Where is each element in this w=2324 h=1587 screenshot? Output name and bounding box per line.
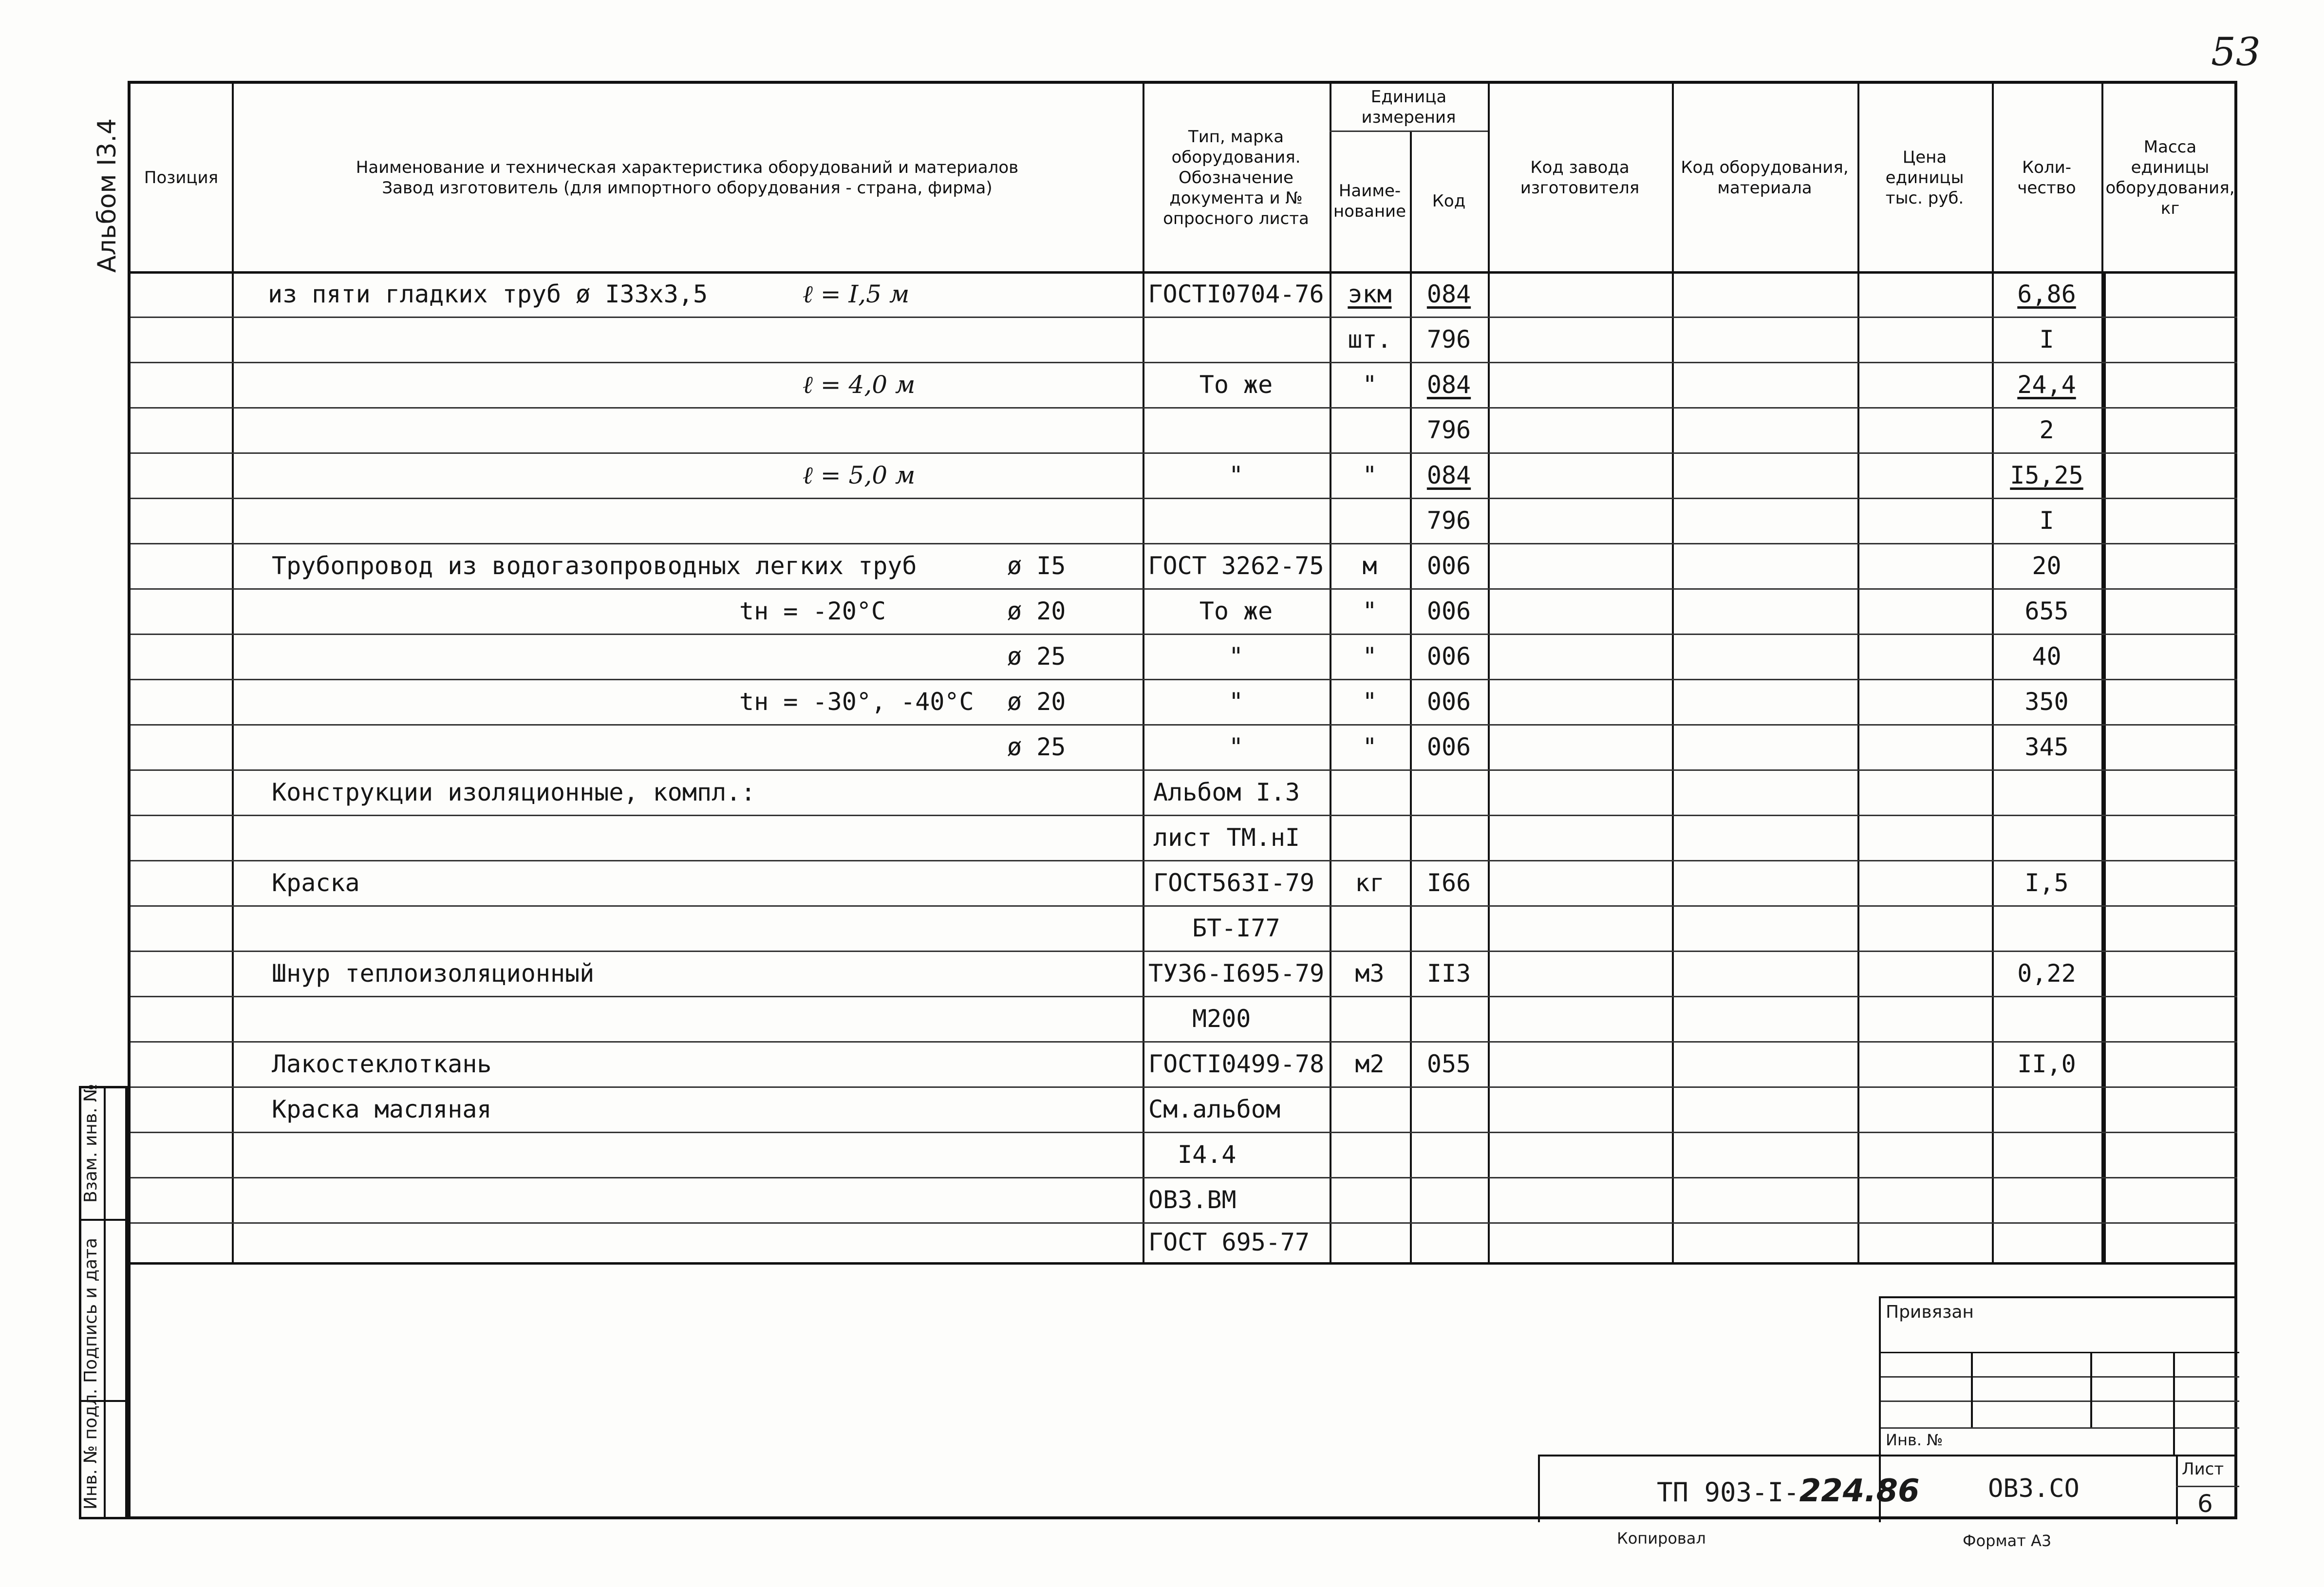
- side-stamp-podpis: Подпись и дата: [81, 1237, 101, 1383]
- album-label: Альбом I3.4: [93, 118, 122, 273]
- spec-sheet: [128, 81, 2237, 1519]
- row-name: из пяти гладких труб ø I33x3,5: [268, 280, 708, 308]
- privyazan-line: [1881, 1400, 2239, 1402]
- row-unit: ": [1362, 597, 1377, 625]
- row-type: Альбом I.3: [1153, 778, 1300, 806]
- row-line: [131, 996, 2237, 997]
- header-price: Цена единицы тыс. руб.: [1885, 147, 1964, 208]
- row-type: ОВЗ.ВМ: [1148, 1185, 1237, 1214]
- header-unit-name: Наиме- нование: [1333, 181, 1406, 221]
- row-qty: 655: [2024, 597, 2069, 625]
- row-type: ГОСТ 3262-75: [1148, 551, 1324, 580]
- doc-number: [1657, 1473, 1920, 1509]
- row-name-extra: ℓ = I,5 м: [803, 280, 910, 308]
- row-type: То же: [1199, 597, 1273, 625]
- row-type: ГОСТI0704-76: [1148, 280, 1324, 308]
- row-type: ГОСТ 695-77: [1148, 1228, 1310, 1256]
- privyazan-label: Привязан: [1886, 1302, 1974, 1322]
- privyazan-line: [1881, 1352, 2239, 1353]
- row-code: 006: [1426, 687, 1471, 716]
- row-qty: 0,22: [2017, 959, 2076, 988]
- row-code: 055: [1426, 1049, 1471, 1078]
- row-name: Трубопровод из водогазопроводных легких труб: [272, 551, 917, 580]
- privyazan-col: [2173, 1352, 2175, 1456]
- row-type: лист ТМ.нI: [1153, 823, 1300, 852]
- row-type: ГОСТI0499-78: [1148, 1049, 1325, 1078]
- doc-number-bold: 224.86: [1799, 1473, 1920, 1509]
- row-name: Шнур теплоизоляционный: [272, 959, 595, 988]
- row-line: [131, 905, 2237, 907]
- row-name-extra: ø 20: [1007, 687, 1066, 716]
- row-qty: 2: [2039, 415, 2054, 444]
- row-name: Краска масляная: [272, 1095, 492, 1123]
- sheet-label: Лист: [2182, 1459, 2224, 1479]
- row-name-extra: ø 25: [1007, 642, 1066, 671]
- row-line: [131, 317, 2237, 318]
- row-qty: 24,4: [2017, 370, 2076, 399]
- row-qty: 6,86: [2017, 280, 2076, 308]
- row-qty: 40: [2032, 642, 2062, 671]
- row-unit: м2: [1355, 1049, 1385, 1078]
- row-qty: II,0: [2017, 1049, 2076, 1078]
- row-qty: I,5: [2024, 868, 2069, 897]
- row-type: М200: [1192, 1004, 1251, 1033]
- row-name: tн = -20°C: [739, 597, 886, 625]
- header-equipment-code: Код оборудования, материала: [1681, 157, 1849, 198]
- row-code: 796: [1426, 325, 1471, 354]
- row-name-extra: ℓ = 4,0 м: [803, 370, 916, 399]
- row-type: ": [1228, 687, 1244, 716]
- kopiroval-label: Копировал: [1617, 1529, 1706, 1548]
- row-name-extra: ℓ = 5,0 м: [803, 461, 916, 489]
- doc-prefix: ТП 903-I-: [1657, 1477, 1799, 1508]
- row-unit: ": [1362, 732, 1377, 761]
- row-code: II3: [1426, 959, 1471, 988]
- header-type: Тип, марка оборудования. Обозначение документа и № опросного листа: [1163, 127, 1309, 228]
- row-code: 084: [1426, 461, 1471, 489]
- row-code: 006: [1426, 551, 1471, 580]
- row-type: ГОСТ563I-79: [1153, 868, 1315, 897]
- row-name: Конструкции изоляционные, компл.:: [272, 778, 756, 806]
- row-name-extra: ø 25: [1007, 732, 1066, 761]
- row-unit: м: [1362, 551, 1377, 580]
- doc-code: ОВЗ.СО: [1988, 1474, 2080, 1503]
- row-name-extra: ø I5: [1007, 551, 1066, 580]
- row-qty: I: [2039, 325, 2054, 354]
- row-type: ": [1228, 461, 1244, 489]
- row-qty: 350: [2024, 687, 2069, 716]
- doc-code-box: [1538, 1455, 2237, 1522]
- row-type: I4.4: [1178, 1140, 1237, 1169]
- row-qty: 20: [2032, 551, 2062, 580]
- side-stamp-inv: Инв. № подл.: [81, 1388, 101, 1510]
- row-code: 084: [1426, 280, 1471, 308]
- header-factory-code: Код завода изготовителя: [1520, 157, 1640, 198]
- row-unit: ": [1362, 461, 1377, 489]
- row-unit: шт.: [1348, 325, 1392, 354]
- col-line: [2103, 271, 2106, 1262]
- sheet-split: [2176, 1486, 2239, 1487]
- header-unit-code: Код: [1432, 191, 1466, 211]
- row-code: 796: [1426, 506, 1471, 535]
- header-qty: Коли- чество: [2017, 157, 2076, 198]
- row-type: ТУ36-I695-79: [1148, 959, 1325, 988]
- sheet-number: 6: [2197, 1490, 2213, 1518]
- row-qty: 345: [2024, 732, 2069, 761]
- row-unit: экм: [1348, 280, 1392, 308]
- row-unit: ": [1362, 687, 1377, 716]
- row-line: [131, 407, 2237, 409]
- header-position: Позиция: [144, 168, 219, 187]
- row-unit: м3: [1355, 959, 1385, 988]
- row-qty: I5,25: [2010, 461, 2083, 489]
- row-name: Краска: [272, 868, 360, 897]
- row-unit: кг: [1355, 868, 1385, 897]
- row-code: 006: [1426, 597, 1471, 625]
- row-code: I66: [1426, 868, 1471, 897]
- row-name: tн = -30°, -40°C: [739, 687, 974, 716]
- row-name: Лакостеклоткань: [272, 1049, 492, 1078]
- header-unit: Единица измерения: [1361, 87, 1456, 127]
- table-bottom-line: [131, 1262, 2237, 1265]
- row-code: 006: [1426, 642, 1471, 671]
- privyazan-col: [1971, 1352, 1973, 1427]
- privyazan-col: [2090, 1352, 2092, 1427]
- row-type: ": [1228, 732, 1244, 761]
- row-type: БТ-I77: [1192, 914, 1280, 942]
- side-stamp-col: [104, 1088, 106, 1517]
- row-code: 006: [1426, 732, 1471, 761]
- page-number: 53: [2211, 29, 2261, 75]
- row-name-extra: ø 20: [1007, 597, 1066, 625]
- header-name: Наименование и техническая характеристика оборудований и материалов Завод изготовитель (для импортного оборудования - страна, фирма): [356, 157, 1019, 198]
- row-unit: ": [1362, 642, 1377, 671]
- row-type: См.альбом: [1148, 1095, 1280, 1123]
- row-type: ": [1228, 642, 1244, 671]
- header-mass: Масса единицы оборудования, кг: [2105, 137, 2235, 218]
- row-qty: I: [2039, 506, 2054, 535]
- side-stamp-line: [81, 1219, 126, 1221]
- sheet-col: [2176, 1456, 2178, 1524]
- format-label: Формат A3: [1963, 1531, 2052, 1550]
- privyazan-line: [1881, 1376, 2239, 1378]
- privyazan-line: [1881, 1427, 2239, 1429]
- side-stamp-vzam: Взам. инв. №: [81, 1083, 101, 1203]
- inv-no-label: Инв. №: [1886, 1431, 1943, 1449]
- row-unit: ": [1362, 370, 1377, 399]
- row-type: То же: [1199, 370, 1273, 399]
- row-code: 084: [1426, 370, 1471, 399]
- row-line: [131, 498, 2237, 499]
- row-code: 796: [1426, 415, 1471, 444]
